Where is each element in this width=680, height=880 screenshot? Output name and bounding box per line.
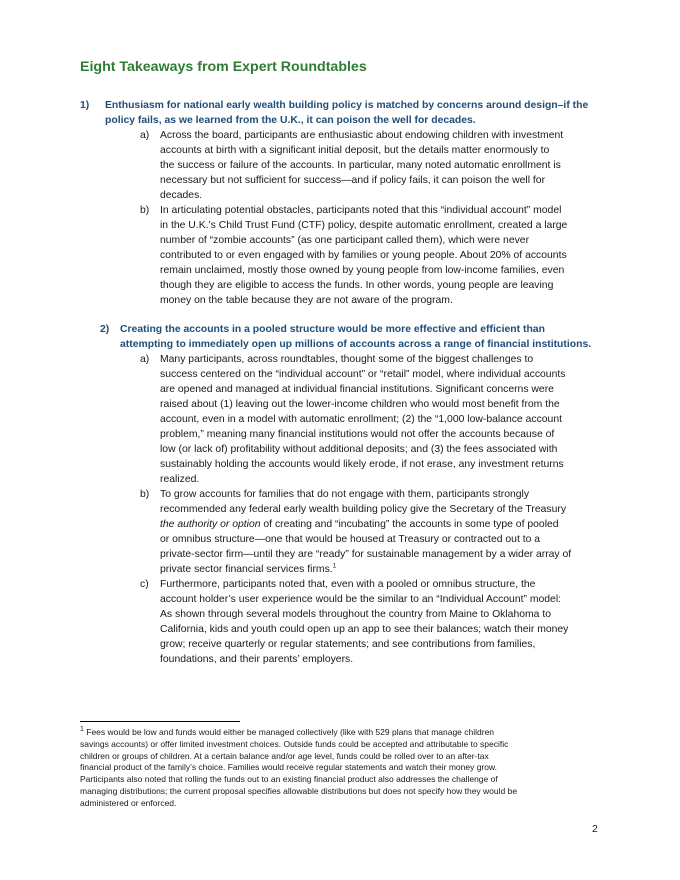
item-line: foundations, and their parents’ employers. xyxy=(160,654,354,665)
item-line: Furthermore, participants noted that, even with a pooled or omnibus structure, the xyxy=(160,579,536,590)
section-2-item-a xyxy=(140,352,600,487)
item-line: the success or failure of the accounts. In particular, many noted automatic enrollment is xyxy=(160,160,561,171)
item-line: account holder’s user experience would be the similar to an “Individual Account” model: xyxy=(160,594,562,605)
italic-phrase: the authority or option xyxy=(160,519,261,530)
footnote-separator xyxy=(80,721,240,722)
item-line: raised about (1) leaving out the lower-income children who would most benefit from the xyxy=(160,399,560,410)
item-line: To grow accounts for families that do not engage with them, participants strongly xyxy=(160,489,530,500)
footnote-line: children or groups of children. At a certain balance and/or age level, funds could be rolled over to an after-tax xyxy=(80,750,489,761)
item-line: money on the table because they are not aware of the program. xyxy=(160,295,453,306)
section-2-heading-line: Creating the accounts in a pooled structure would be more effective and efficient than xyxy=(120,324,545,335)
document-title: Eight Takeaways from Expert Roundtables xyxy=(80,59,367,75)
item-line: though they are eligible to access the funds. In other words, young people are leaving xyxy=(160,280,554,291)
item-line: remain unclaimed, mostly those owned by young people from low-income families, even xyxy=(160,265,565,276)
item-line: Many participants, across roundtables, thought some of the biggest challenges to xyxy=(160,354,534,365)
item-letter: a) xyxy=(140,354,150,365)
item-line: accounts at birth with a significant initial deposit, but the details matter enormously to xyxy=(160,145,550,156)
section-2-item-c xyxy=(140,577,600,667)
section-2-number: 2) xyxy=(100,324,110,335)
item-line: number of “zombie accounts” (as one participant called them), which were never xyxy=(160,235,530,246)
item-line: California, kids and youth could open up an app to see their balances; watch their money xyxy=(160,624,569,635)
section-1-heading-line: Enthusiasm for national early wealth building policy is matched by concerns around design–if the xyxy=(105,100,589,111)
footnote-line xyxy=(80,727,602,739)
footnote-line: administered or enforced. xyxy=(80,797,177,808)
item-line: in the U.K.’s Child Trust Fund (CTF) policy, despite automatic enrollment, created a large xyxy=(160,220,568,231)
footnote-line: Participants also noted that rolling the funds out to an existing financial product also addresses the challenge of xyxy=(80,774,498,785)
footnote-reference[interactable]: 1 xyxy=(332,562,337,570)
item-line: Across the board, participants are enthusiastic about endowing children with investment xyxy=(160,130,564,141)
item-line: sustainably holding the accounts would likely erode, if not erase, any investment returns xyxy=(160,459,564,470)
item-line-rest: of creating and “incubating” the accounts in some type of pooled xyxy=(260,519,559,530)
section-1-item-b xyxy=(140,203,600,308)
footnote-line: savings accounts) or offer limited investment choices. Outside funds could be accepted and attributable to specific xyxy=(80,738,509,749)
section-2-heading-line: attempting to immediately open up millions of accounts across a range of financial institutions. xyxy=(120,339,592,350)
section-1-item-a xyxy=(140,128,600,203)
item-line xyxy=(160,517,600,532)
item-line: success centered on the “individual account” or “retail” model, where individual accounts xyxy=(160,369,566,380)
item-line: recommended any federal early wealth building policy give the Secretary of the Treasury xyxy=(160,504,567,515)
item-letter: b) xyxy=(140,489,150,500)
item-line: grow; receive quarterly or regular statements; and see contributions from families, xyxy=(160,639,536,650)
item-line: realized. xyxy=(160,474,200,485)
footnote-line: financial product of the family’s choice. Families would receive regular statements and watch their money grow. xyxy=(80,762,498,773)
section-2-item-b xyxy=(140,487,600,577)
section-2-heading xyxy=(100,322,610,352)
item-line: are opened and managed at individual financial institutions. Significant concerns were xyxy=(160,384,554,395)
footnote-text: Fees would be low and funds would either be managed collectively (like with 529 plans that manage children xyxy=(83,727,495,737)
item-line: As shown through several models throughout the country from Maine to Oklahoma to xyxy=(160,609,552,620)
item-line: contributed to or even engaged with by families or young people. About 20% of accounts xyxy=(160,250,567,261)
item-line xyxy=(160,562,600,577)
item-line: decades. xyxy=(160,190,203,201)
item-letter: c) xyxy=(140,579,149,590)
item-line: private-sector firm—until they are “ready” for sustainable management by a wider array of xyxy=(160,549,572,560)
item-line: low (or lack of) profitability without additional deposits; and (3) the fees associated with xyxy=(160,444,558,455)
footnote-line: managing distributions; the current proposal specifies allowable distributions but does not specify how they would be xyxy=(80,785,518,796)
item-line: account, even in a model with automatic enrollment; (2) the “1,000 low-balance account xyxy=(160,414,562,425)
item-letter: b) xyxy=(140,205,150,216)
section-1-heading-line: policy fails, as we learned from the U.K., it can poison the well for decades. xyxy=(105,115,476,126)
footnote xyxy=(80,727,602,810)
item-line: necessary but not sufficient for success—and if policy fails, it can poison the well for xyxy=(160,175,546,186)
item-line: In articulating potential obstacles, participants noted that this “individual account” model xyxy=(160,205,562,216)
item-letter: a) xyxy=(140,130,150,141)
section-1-number: 1) xyxy=(80,100,90,111)
item-line-text: private sector financial services firms. xyxy=(160,564,333,575)
item-line: or omnibus structure—one that would be housed at Treasury or contracted out to a xyxy=(160,534,541,545)
section-1-heading xyxy=(80,98,605,128)
page-number: 2 xyxy=(592,823,598,835)
item-line: problem,” meaning many financial institutions would not offer the accounts because of xyxy=(160,429,555,440)
footnote-marker: 1 xyxy=(80,726,84,734)
